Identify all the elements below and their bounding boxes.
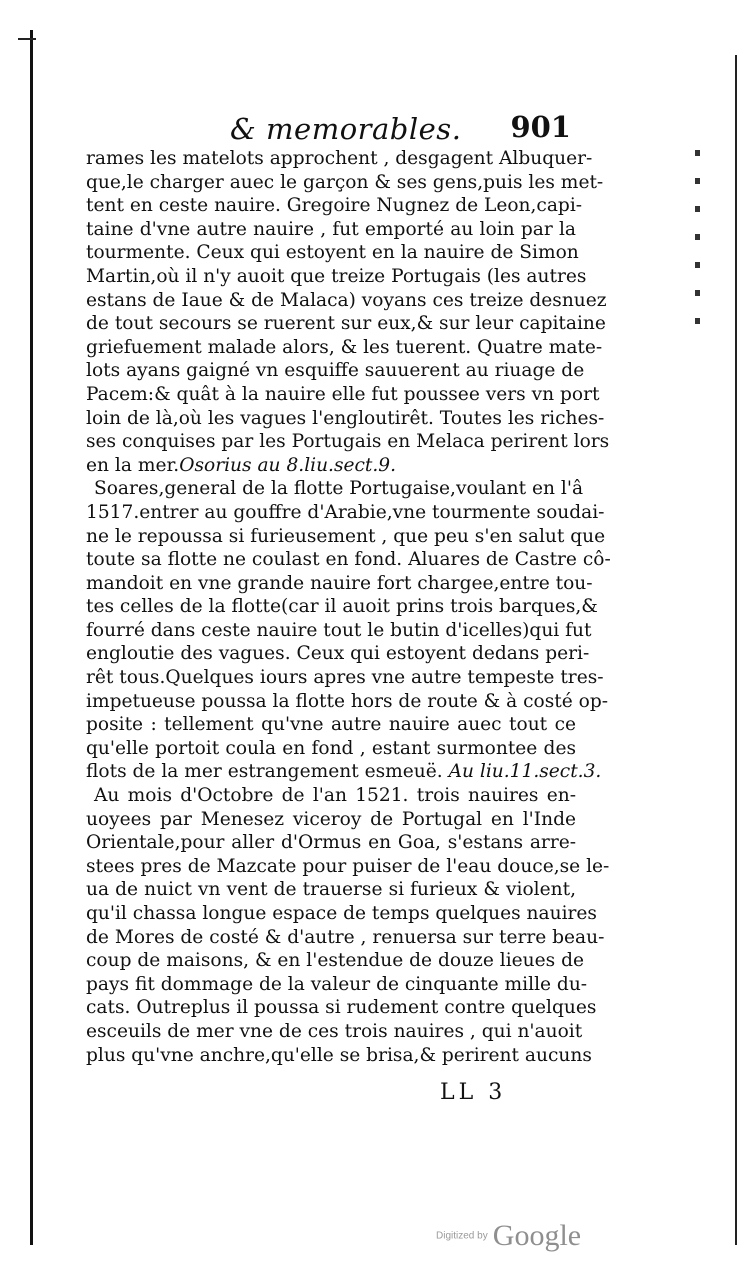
text-line: toute sa flotte ne coulast en fond. Aluares de Castre cô- bbox=[86, 549, 611, 571]
text-line: 1517.entrer au gouffre d'Arabie,vne tourmente soudai- bbox=[86, 501, 605, 523]
text-line: tourmente. Ceux qui estoyent en la nauire de Simon bbox=[86, 242, 579, 264]
text-line: Au mois d'Octobre de l'an 1521. trois nauires en- bbox=[94, 785, 576, 807]
running-head: & memorables. bbox=[230, 112, 462, 146]
text-line: que,le charger auec le garçon & ses gens,puis les met- bbox=[86, 171, 604, 193]
text-line: qu'il chassa longue espace de temps quelques nauires bbox=[86, 903, 597, 924]
text-line: qu'elle portoit coula en fond , estant surmontee des bbox=[86, 737, 576, 759]
text-line: ses conquises par les Portugais en Melaca perirent lors bbox=[86, 431, 610, 453]
scan-left-edge bbox=[30, 30, 33, 1245]
text-line: mandoit en vne grande nauire fort chargee,entre tou- bbox=[86, 572, 593, 594]
text-line: cats. Outreplus il poussa si rudement contre quelques bbox=[86, 997, 597, 1019]
text-block bbox=[86, 147, 611, 1067]
text-line: Orientale,pour aller d'Ormus en Goa, s'estans arre- bbox=[86, 832, 576, 854]
signature-mark: LL 3 bbox=[440, 1080, 507, 1105]
text-line-last bbox=[86, 454, 576, 478]
text-line: Pacem:& quât à la nauire elle fut poussee vers vn port bbox=[86, 383, 600, 405]
text-line: pays fit dommage de la valeur de cinquante mille du- bbox=[86, 973, 588, 995]
text-line: rêt tous.Quelques iours apres vne autre tempeste tres- bbox=[86, 667, 604, 689]
scan-top-mark bbox=[18, 38, 36, 40]
paragraph-3 bbox=[86, 784, 610, 1067]
text-line: plus qu'vne anchre,qu'elle se brisa,& perirent aucuns bbox=[86, 1044, 592, 1066]
text-line: taine d'vne autre nauire , fut emporté au loin par la bbox=[86, 218, 576, 240]
text-line: ne le repoussa si furieusement , que peu s'en salut que bbox=[86, 525, 606, 547]
citation: Osorius au 8.liu.sect.9. bbox=[179, 454, 397, 476]
text-line-last bbox=[86, 760, 602, 784]
text-line: lots ayans gaigné vn esquiffe sauuerent au riuage de bbox=[86, 360, 585, 382]
page-header bbox=[80, 110, 575, 150]
page-number: 901 bbox=[510, 110, 571, 144]
text-line: uoyees par Menesez viceroy de Portugal en l'Inde bbox=[86, 808, 576, 830]
text-line: posite : tellement qu'vne autre nauire auec tout ce bbox=[86, 714, 576, 736]
text-line: coup de maisons, & en l'estendue de douze lieues de bbox=[86, 950, 584, 972]
text-line: de tout secours se ruerent sur eux,& sur leur capitaine bbox=[86, 313, 606, 335]
text-line: engloutie des vagues. Ceux qui estoyent dedans peri- bbox=[86, 643, 590, 665]
line-text: en la mer. bbox=[86, 454, 180, 476]
text-line: Martin,où il n'y auoit que treize Portugais (les autres bbox=[86, 265, 587, 287]
text-line: estans de Iaue & de Malaca) voyans ces treize desnuez bbox=[86, 289, 607, 311]
text-line: tes celles de la flotte(car il auoit prins trois barques,& bbox=[86, 596, 598, 618]
text-line: esceuils de mer vne de ces trois nauires , qui n'auoit bbox=[86, 1020, 583, 1042]
line-text: flots de la mer estrangement esmeuë. bbox=[86, 761, 443, 783]
text-line: stees pres de Mazcate pour puiser de l'eau douce,se le- bbox=[86, 855, 610, 877]
digitized-by-label: Digitized by bbox=[436, 1230, 488, 1242]
text-line: impetueuse poussa la flotte hors de route & à costé op- bbox=[86, 690, 609, 712]
citation: Au liu.11.sect.3. bbox=[448, 761, 602, 783]
text-line: fourré dans ceste nauire tout le butin d'icelles)qui fut bbox=[86, 619, 592, 641]
digitized-watermark bbox=[436, 1219, 581, 1253]
text-line: de Mores de costé & d'autre , renuersa sur terre beau- bbox=[86, 926, 605, 948]
text-line: tent en ceste nauire. Gregoire Nugnez de Leon,capi- bbox=[86, 195, 583, 217]
scan-right-edge bbox=[735, 55, 737, 1245]
google-logo: Google bbox=[492, 1219, 582, 1252]
text-line: griefuement malade alors, & les tuerent. Quatre mate- bbox=[86, 336, 603, 358]
text-line: rames les matelots approchent , desgagent Albuquer- bbox=[86, 148, 593, 169]
text-line: Soares,general de la flotte Portugaise,voulant en l'â bbox=[94, 478, 584, 500]
paragraph-1 bbox=[86, 147, 610, 477]
paragraph-2 bbox=[86, 477, 611, 784]
text-line: loin de là,où les vagues l'engloutirêt. Toutes les riches- bbox=[86, 407, 605, 429]
margin-marks bbox=[695, 150, 715, 346]
text-line: ua de nuict vn vent de trauerse si furieux & violent, bbox=[86, 879, 576, 901]
